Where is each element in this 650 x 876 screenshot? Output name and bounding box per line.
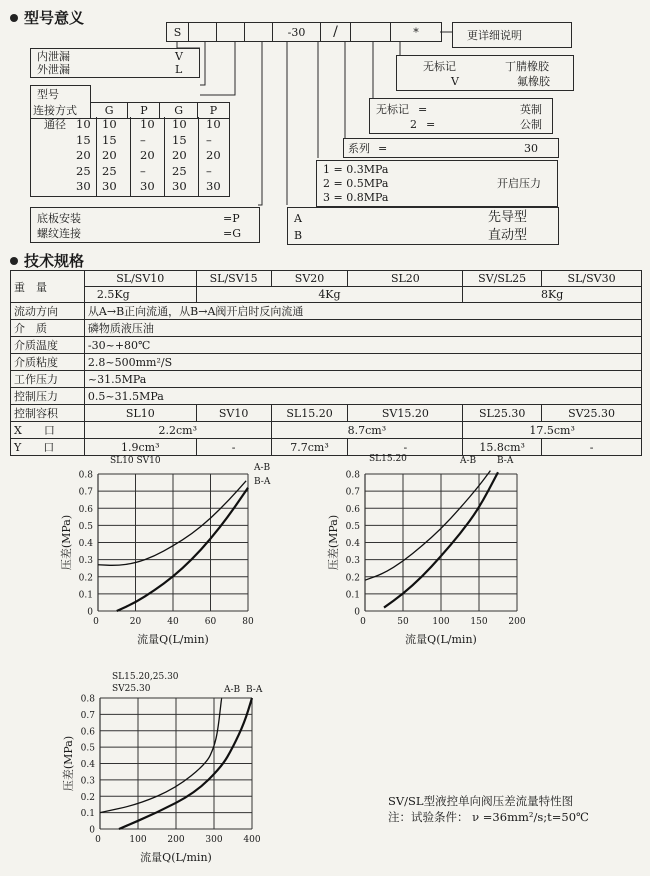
model-table-divider bbox=[130, 117, 131, 197]
y-axis-label: 压差(MPa) bbox=[327, 514, 340, 571]
x-tick-label: 200 bbox=[508, 617, 526, 627]
x-tick-label: 0 bbox=[93, 617, 99, 627]
mounting-label: 底板安装 bbox=[37, 212, 81, 225]
spec-label: 工作压力 bbox=[11, 371, 85, 388]
series-label: A-B bbox=[254, 463, 271, 473]
pilot-code: B bbox=[294, 229, 303, 242]
y-tick-label: 0.2 bbox=[78, 573, 93, 584]
flow-chart-3 bbox=[40, 668, 280, 873]
spec-model: SL/SV15 bbox=[196, 271, 271, 287]
y-tick-label: 0.7 bbox=[78, 487, 93, 498]
model-table-divider bbox=[198, 117, 199, 197]
spec-value: - bbox=[542, 439, 642, 456]
y-tick-label: 0 bbox=[89, 825, 95, 836]
crack-label: 开启压力 bbox=[497, 177, 541, 190]
x-tick-label: 200 bbox=[167, 835, 185, 845]
y-tick-label: 0.3 bbox=[78, 556, 93, 567]
y-tick-label: 0.4 bbox=[345, 539, 360, 549]
crack-item: 1 = 0.3MPa bbox=[323, 163, 389, 176]
spec-value: 7.7cm³ bbox=[271, 439, 348, 456]
leakage-code: V bbox=[175, 50, 183, 63]
series-label: A-B bbox=[460, 456, 477, 466]
model-table-cell: 20 bbox=[76, 148, 91, 162]
section-title-spec bbox=[10, 250, 84, 271]
model-table-header: 连接方式 bbox=[31, 102, 91, 119]
y-tick-label: 0.1 bbox=[78, 590, 93, 601]
y-tick-label: 0.3 bbox=[80, 776, 95, 787]
seal-value: 丁腈橡胶 bbox=[505, 60, 549, 73]
thread-eq: = bbox=[418, 103, 428, 116]
leakage-box bbox=[30, 48, 200, 78]
spec-model: SV20 bbox=[271, 271, 348, 287]
model-table-cell: – bbox=[140, 163, 146, 178]
y-tick-label: 0.5 bbox=[80, 743, 95, 754]
thread-label: 无标记 bbox=[376, 103, 409, 116]
x-axis-label: 流量Q(L/min) bbox=[405, 633, 477, 646]
model-table-cell: 10 bbox=[76, 117, 91, 131]
spec-label: 控制容积 bbox=[11, 405, 85, 422]
model-table-cell: 15 bbox=[102, 132, 117, 147]
x-tick-label: 80 bbox=[242, 617, 254, 627]
model-table-cell: 10 bbox=[102, 117, 117, 131]
series-line-ba bbox=[117, 488, 248, 611]
spec-model: SL10 bbox=[84, 405, 196, 422]
spec-label: 重 量 bbox=[11, 271, 85, 303]
spec-table bbox=[10, 270, 642, 456]
y-tick-label: 0.4 bbox=[80, 760, 95, 770]
model-table-cell: 20 bbox=[206, 148, 221, 162]
x-tick-label: 20 bbox=[129, 617, 142, 627]
chart-title: SL15.20,25.30 bbox=[112, 672, 179, 682]
x-tick-label: 60 bbox=[204, 617, 217, 627]
seal-label: 无标记 bbox=[423, 60, 456, 73]
thread-label: 2 bbox=[410, 118, 417, 131]
x-tick-label: 100 bbox=[432, 617, 450, 627]
model-table-cell: 15 bbox=[172, 132, 187, 147]
y-axis-label: 压差(MPa) bbox=[60, 514, 73, 571]
spec-model: SV10 bbox=[196, 405, 271, 422]
y-tick-label: 0.6 bbox=[78, 504, 93, 515]
x-axis-label: 流量Q(L/min) bbox=[140, 851, 212, 864]
model-table-cell: 20 bbox=[172, 148, 187, 162]
model-table-header: 型号 bbox=[31, 86, 91, 103]
model-table-cell: – bbox=[206, 132, 212, 147]
spec-model: SL/SV30 bbox=[542, 271, 642, 287]
spec-label: X 口 bbox=[11, 422, 85, 439]
spec-model: SL20 bbox=[348, 271, 463, 287]
leakage-code: L bbox=[175, 63, 183, 76]
model-table-head: P bbox=[128, 102, 160, 119]
y-tick-label: 0.1 bbox=[80, 809, 95, 820]
spec-value: 17.5cm³ bbox=[463, 422, 642, 439]
spec-value: 2.8~500mm²/S bbox=[84, 354, 641, 371]
pilot-value: 直动型 bbox=[488, 228, 528, 243]
y-tick-label: 0.8 bbox=[78, 470, 93, 481]
mounting-box bbox=[30, 207, 260, 243]
spec-label: 介质粘度 bbox=[11, 354, 85, 371]
y-tick-label: 0 bbox=[87, 607, 93, 618]
spec-value: 8.7cm³ bbox=[271, 422, 463, 439]
x-tick-label: 0 bbox=[360, 617, 366, 627]
chart-title: SL10 SV10 bbox=[110, 456, 161, 466]
model-table-cell: – bbox=[140, 132, 146, 147]
spec-value: 1.9cm³ bbox=[84, 439, 196, 456]
model-table-cell: 30 bbox=[172, 179, 187, 193]
spec-value: - bbox=[196, 439, 271, 456]
spec-label: 流动方向 bbox=[11, 303, 85, 320]
series-box bbox=[343, 138, 559, 158]
y-tick-label: 0.8 bbox=[345, 470, 360, 481]
x-axis-label: 流量Q(L/min) bbox=[137, 633, 209, 646]
thread-value: 英制 bbox=[520, 103, 542, 116]
thread-value: 公制 bbox=[520, 118, 542, 131]
model-table-cell: 30 bbox=[76, 179, 91, 193]
spec-value: - bbox=[348, 439, 463, 456]
spec-value: 2.2cm³ bbox=[84, 422, 271, 439]
spec-value: 磷物质液压油 bbox=[84, 320, 641, 337]
leakage-label: 外泄漏 bbox=[37, 63, 70, 76]
y-tick-label: 0 bbox=[354, 607, 360, 618]
spec-label: 控制压力 bbox=[11, 388, 85, 405]
seal-label: V bbox=[451, 75, 459, 88]
spec-value: 2.5Kg bbox=[84, 287, 196, 303]
spec-model: SL25.30 bbox=[463, 405, 542, 422]
model-table-cell: 30 bbox=[206, 179, 221, 193]
seal-value: 氟橡胶 bbox=[517, 75, 550, 88]
series-eq: = bbox=[378, 142, 388, 155]
model-table-cell: 10 bbox=[140, 117, 155, 131]
model-table-cell: 15 bbox=[76, 132, 91, 147]
crack-item: 3 = 0.8MPa bbox=[323, 191, 389, 204]
leakage-label: 内泄漏 bbox=[37, 50, 70, 63]
spec-model: SV25.30 bbox=[542, 405, 642, 422]
y-tick-label: 0.2 bbox=[80, 792, 95, 803]
y-tick-label: 0.3 bbox=[345, 556, 360, 567]
thread-eq: = bbox=[426, 118, 436, 131]
model-table-cell: 20 bbox=[140, 148, 155, 162]
y-tick-label: 0.6 bbox=[345, 504, 360, 515]
mounting-code: =G bbox=[223, 227, 242, 240]
pilot-code: A bbox=[294, 212, 302, 225]
model-table-cell: 30 bbox=[140, 179, 155, 193]
x-tick-label: 100 bbox=[129, 835, 147, 845]
thread-box bbox=[369, 98, 553, 134]
chart-title: SV25.30 bbox=[112, 684, 151, 694]
dn-label: 通径 bbox=[44, 118, 66, 131]
mounting-label: 螺纹连接 bbox=[37, 227, 81, 240]
spec-value: 0.5~31.5MPa bbox=[84, 388, 641, 405]
pilot-box bbox=[287, 207, 559, 245]
model-table-cell: 25 bbox=[172, 163, 187, 178]
seal-box bbox=[396, 55, 574, 91]
model-table-head: G bbox=[160, 102, 197, 119]
series-value: 30 bbox=[524, 142, 538, 155]
section-title-text: 技术规格 bbox=[24, 252, 85, 270]
series-label: A-B bbox=[224, 685, 241, 695]
model-table-divider bbox=[96, 117, 97, 197]
model-table-cell: 20 bbox=[102, 148, 117, 162]
x-tick-label: 50 bbox=[397, 617, 409, 627]
spec-value: ~31.5MPa bbox=[84, 371, 641, 388]
crack-item: 2 = 0.5MPa bbox=[323, 177, 389, 190]
spec-model: SL15.20 bbox=[271, 405, 348, 422]
flow-chart-1 bbox=[40, 452, 280, 657]
y-tick-label: 0.6 bbox=[80, 727, 95, 738]
y-tick-label: 0.8 bbox=[80, 694, 95, 705]
model-table-divider bbox=[164, 117, 165, 197]
spec-value: 4Kg bbox=[196, 287, 463, 303]
model-table-head: P bbox=[197, 102, 229, 119]
caption-line: SV/SL型液控单向阀压差流量特性图 bbox=[388, 794, 574, 808]
series-label: B-A bbox=[254, 477, 271, 487]
x-tick-label: 300 bbox=[205, 835, 223, 845]
model-table-head: G bbox=[91, 102, 128, 119]
y-axis-label: 压差(MPa) bbox=[62, 735, 75, 792]
x-tick-label: 150 bbox=[470, 617, 488, 627]
crack-pressure-box bbox=[316, 160, 558, 207]
more-info-text: 更详细说明 bbox=[467, 29, 522, 42]
series-label: B-A bbox=[246, 685, 263, 695]
x-tick-label: 0 bbox=[95, 835, 101, 845]
series-label: B-A bbox=[497, 456, 514, 466]
pilot-value: 先导型 bbox=[488, 210, 528, 225]
model-table-cell: 25 bbox=[102, 163, 117, 178]
flow-chart-2 bbox=[305, 452, 550, 657]
y-tick-label: 0.4 bbox=[78, 539, 93, 549]
model-table bbox=[30, 85, 230, 193]
x-tick-label: 400 bbox=[243, 835, 261, 845]
y-tick-label: 0.7 bbox=[80, 710, 95, 721]
spec-value: 15.8cm³ bbox=[463, 439, 542, 456]
spec-model: SV15.20 bbox=[348, 405, 463, 422]
code-box: / bbox=[321, 23, 351, 41]
spec-value: 从A→B正向流通，从B→A阀开启时反向流通 bbox=[84, 303, 641, 320]
chart-caption bbox=[388, 793, 589, 825]
y-tick-label: 0.7 bbox=[345, 487, 360, 498]
spec-value: -30~+80℃ bbox=[84, 337, 641, 354]
series-line-ab bbox=[100, 698, 222, 813]
model-table-cell: 30 bbox=[102, 179, 117, 193]
model-table-cell: 25 bbox=[76, 163, 91, 178]
y-tick-label: 0.5 bbox=[345, 521, 360, 532]
chart-title: SL15.20 bbox=[369, 454, 407, 464]
code-box: S bbox=[167, 23, 189, 41]
y-tick-label: 0.2 bbox=[345, 573, 360, 584]
spec-label: Y 口 bbox=[11, 439, 85, 456]
code-box: * bbox=[413, 25, 419, 39]
series-label: 系列 bbox=[348, 142, 370, 155]
x-tick-label: 40 bbox=[167, 617, 179, 627]
spec-model: SV/SL25 bbox=[463, 271, 542, 287]
y-tick-label: 0.5 bbox=[78, 521, 93, 532]
code-box: -30 bbox=[273, 23, 321, 41]
spec-label: 介 质 bbox=[11, 320, 85, 337]
y-tick-label: 0.1 bbox=[345, 590, 360, 601]
caption-line: 注：试验条件： ν =36mm²/s;t=50℃ bbox=[388, 810, 589, 824]
section-title-text: 型号意义 bbox=[24, 9, 85, 27]
spec-label: 介质温度 bbox=[11, 337, 85, 354]
bullet-icon bbox=[10, 257, 18, 265]
model-table-cell: – bbox=[206, 163, 212, 178]
model-table-cell: 10 bbox=[172, 117, 187, 131]
spec-model: SL/SV10 bbox=[84, 271, 196, 287]
spec-value: 8Kg bbox=[463, 287, 642, 303]
model-table-cell: 10 bbox=[206, 117, 221, 131]
mounting-code: =P bbox=[223, 212, 240, 225]
